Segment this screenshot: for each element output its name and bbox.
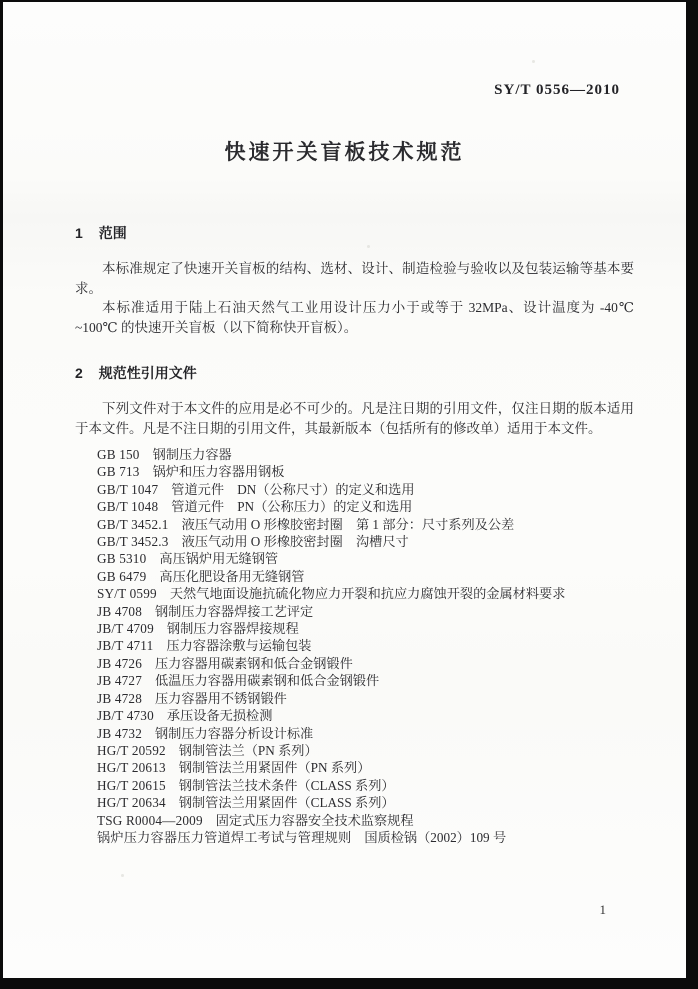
reference-title: 管道元件 PN（公称压力）的定义和选用: [171, 499, 413, 515]
reference-item: [97, 481, 646, 498]
reference-code: JB/T 4730: [97, 708, 154, 724]
reference-title: 液压气动用 O 形橡胶密封圈 沟槽尺寸: [181, 534, 409, 550]
reference-item: [97, 690, 646, 707]
reference-title: 锅炉和压力容器用钢板: [152, 464, 285, 480]
reference-item: [97, 742, 646, 759]
reference-item: [97, 707, 646, 724]
reference-code: GB 150: [97, 447, 140, 462]
reference-code: GB/T 3452.3: [97, 534, 169, 550]
reference-code: GB/T 3452.1: [97, 516, 169, 532]
reference-title: 低温压力容器用碳素钢和低合金钢锻件: [155, 673, 380, 689]
reference-code: HG/T 20634: [97, 795, 166, 811]
reference-title: 压力容器涂敷与运输包装: [166, 638, 312, 654]
reference-title: 钢制压力容器焊接工艺评定: [155, 603, 314, 619]
reference-item: [97, 829, 646, 846]
reference-title: 钢制管法兰技术条件（CLASS 系列）: [178, 777, 395, 793]
reference-code: GB 6479: [97, 568, 147, 584]
reference-item: [97, 637, 646, 654]
reference-code: JB 4726: [97, 655, 142, 671]
reference-item: [97, 620, 646, 637]
reference-code: GB/T 1047: [97, 481, 159, 497]
reference-code: JB 4708: [97, 603, 142, 619]
reference-title: 钢制压力容器分析设计标准: [155, 725, 314, 741]
section-title: 范围: [98, 225, 127, 241]
reference-item: [97, 655, 646, 672]
reference-title: 压力容器用不锈钢锻件: [155, 690, 287, 706]
reference-code: HG/T 20615: [97, 777, 166, 793]
reference-title: 固定式压力容器安全技术监察规程: [215, 812, 414, 828]
reference-code: JB 4727: [97, 673, 142, 689]
reference-code: GB/T 1048: [97, 499, 159, 515]
section-title: 规范性引用文件: [98, 365, 197, 381]
reference-title: 钢制管法兰用紧固件（CLASS 系列）: [178, 795, 395, 811]
reference-code: HG/T 20613: [97, 760, 166, 776]
reference-code: TSG R0004—2009: [97, 812, 203, 828]
reference-code: GB 713: [97, 464, 140, 480]
reference-item: [97, 585, 646, 602]
reference-item: [97, 794, 646, 811]
reference-code: JB/T 4711: [97, 638, 154, 654]
reference-title: 钢制管法兰（PN 系列）: [178, 742, 318, 758]
reference-code: SY/T 0599: [97, 586, 157, 602]
reference-title: 液压气动用 O 形橡胶密封圈 第 1 部分：尺寸系列及公差: [181, 516, 515, 532]
reference-title: 天然气地面设施抗硫化物应力开裂和抗应力腐蚀开裂的金属材料要求: [169, 586, 566, 602]
reference-title: 承压设备无损检测: [166, 708, 273, 724]
reference-title: 钢制管法兰用紧固件（PN 系列）: [178, 760, 371, 776]
section-number: 2: [75, 365, 83, 381]
scan-speck: [532, 60, 535, 63]
reference-title: 钢制压力容器焊接规程: [166, 621, 299, 637]
reference-item: [97, 498, 646, 515]
scan-speck: [367, 245, 370, 248]
reference-code: JB/T 4709: [97, 621, 154, 637]
reference-title: 压力容器用碳素钢和低合金钢锻件: [155, 655, 353, 671]
reference-item: [97, 446, 646, 463]
reference-item: [97, 550, 646, 567]
reference-code: JB 4728: [97, 690, 142, 706]
reference-item: [97, 777, 646, 794]
scope-paragraph-1: 本标准规定了快速开关盲板的结构、选材、设计、制造检验与验收以及包装运输等基本要求。: [75, 261, 634, 296]
scan-speck: [121, 874, 124, 877]
reference-code: HG/T 20592: [97, 742, 166, 758]
document-page: [3, 2, 686, 978]
standard-number: SY/T 0556—2010: [494, 82, 620, 98]
section-heading-references: [75, 363, 630, 383]
reference-code: JB 4732: [97, 725, 142, 741]
reference-item: [97, 463, 646, 480]
references-intro: 下列文件对于本文件的应用是必不可少的。凡是注日期的引用文件，仅注日期的版本适用于本文件。凡是不注日期的引用文件，其最新版本（包括所有的修改单）适用于本文件。: [75, 401, 634, 436]
reference-item: [97, 516, 646, 533]
page-number: 1: [599, 902, 606, 917]
reference-title: 高压化肥设备用无缝钢管: [159, 568, 305, 584]
section-number: 1: [75, 225, 83, 241]
reference-code: 锅炉压力容器压力管道焊工考试与管理规则: [97, 829, 352, 845]
reference-title: 管道元件 DN（公称尺寸）的定义和选用: [171, 481, 415, 497]
reference-item: [97, 812, 646, 829]
reference-item: [97, 759, 646, 776]
reference-title: 国质检锅（2002）109 号: [364, 829, 507, 845]
reference-title: 高压锅炉用无缝钢管: [159, 551, 279, 567]
references-list: [97, 446, 646, 846]
reference-item: [97, 725, 646, 742]
reference-item: [97, 603, 646, 620]
scope-paragraph-2: 本标准适用于陆上石油天然气工业用设计压力小于或等于 32MPa、设计温度为 -40℃ ~100℃ 的快速开关盲板（以下简称快开盲板）。: [75, 300, 634, 335]
reference-item: [97, 533, 646, 550]
document-title: 快速开关盲板技术规范: [224, 141, 465, 164]
section-heading-scope: [75, 223, 630, 243]
reference-item: [97, 672, 646, 689]
reference-item: [97, 568, 646, 585]
reference-code: GB 5310: [97, 551, 147, 567]
reference-title: 钢制压力容器: [152, 447, 232, 462]
